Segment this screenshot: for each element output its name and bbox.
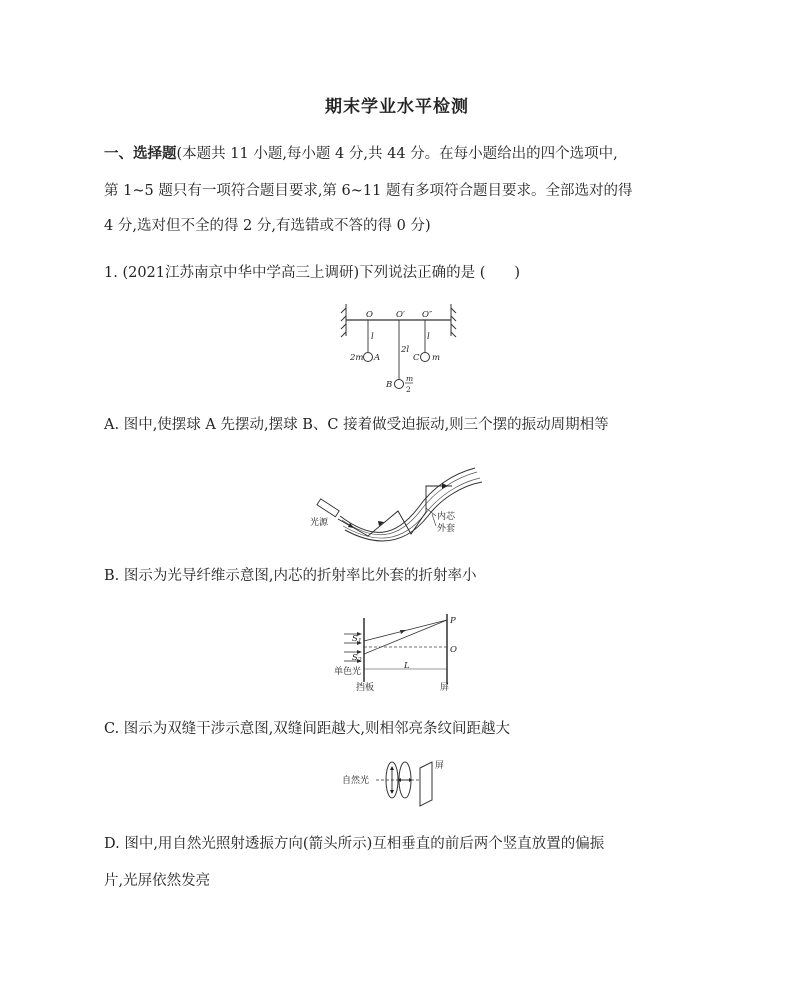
label-O1: O′ <box>396 310 405 320</box>
bob-a <box>364 353 373 362</box>
label-O2: O″ <box>422 310 433 320</box>
label-c: C <box>413 353 420 363</box>
label-l-right: l <box>427 332 430 342</box>
optical-fiber-figure <box>310 456 494 550</box>
label-l: L <box>404 661 410 671</box>
label-mass-a: 2m <box>350 353 364 363</box>
label-o: O <box>450 645 457 655</box>
label-a: A <box>374 353 381 363</box>
option-b: B. 图示为光导纤维示意图,内芯的折射率比外套的折射率小 <box>104 568 477 584</box>
fiber-cladding <box>340 468 482 541</box>
section-rules-text: (本题共 11 小题,每小题 4 分,共 44 分。在每小题给出的四个选项中, <box>176 146 618 162</box>
light-source-icon <box>317 499 339 517</box>
label-cladding: 外套 <box>437 524 456 534</box>
label-b: B <box>386 380 393 390</box>
label-natural-light: 自然光 <box>342 776 370 786</box>
bob-c <box>421 353 430 362</box>
polarizer-figure <box>342 756 452 812</box>
pendulum-figure <box>336 300 466 400</box>
label-screen-d: 屏 <box>435 761 445 771</box>
fiber-core <box>342 472 480 538</box>
label-mass-b-num: m <box>406 374 414 383</box>
label-O: O <box>366 310 373 320</box>
ray-s1 <box>364 620 447 641</box>
option-d-line1: D. 图中,用自然光照射透振方向(箭头所示)互相垂直的前后两个竖直放置的偏振 <box>104 836 605 852</box>
bob-b <box>395 380 404 389</box>
label-barrier: 挡板 <box>356 683 375 693</box>
label-s2: $S_2$ <box>352 653 362 664</box>
label-monochromatic-light: 单色光 <box>334 667 362 677</box>
label-p: P <box>450 616 456 626</box>
label-mass-c: m <box>432 353 441 363</box>
label-screen: 屏 <box>440 683 450 693</box>
section-instructions-line1 <box>104 144 618 164</box>
label-mass-b-den: 2 <box>406 385 411 394</box>
option-c: C. 图示为双缝干涉示意图,双缝间距越大,则相邻亮条纹间距越大 <box>104 721 511 737</box>
page-title: 期末学业水平检测 <box>325 97 469 117</box>
question-stem: 1. (2021江苏南京中华中学高三上调研)下列说法正确的是 ( ) <box>104 265 521 281</box>
section-instructions-line2: 第 1~5 题只有一项符合题目要求,第 6~11 题有多项符合题目要求。全部选对的得 <box>104 183 633 199</box>
arrow-down-head-icon <box>390 790 394 794</box>
label-2l: 2l <box>401 345 410 355</box>
arrow-up-head-icon <box>390 766 394 770</box>
option-d-line2: 片,光屏依然发亮 <box>104 873 211 889</box>
ray-arrow-icon <box>400 630 406 634</box>
ray-arrow-icons <box>348 483 448 528</box>
section-heading: 一、选择题 <box>104 146 177 162</box>
option-a: A. 图中,使摆球 A 先摆动,摆球 B、C 接着做受迫振动,则三个摆的振动周期相等 <box>104 417 609 433</box>
light-screen <box>420 762 432 806</box>
section-instructions-line3: 4 分,选对但不全的得 2 分,有选错或不答的得 0 分) <box>104 218 431 234</box>
label-s1: $S_1$ <box>352 634 362 645</box>
ray-s2 <box>364 620 447 654</box>
label-l-left: l <box>371 332 374 342</box>
label-core: 内芯 <box>437 512 456 522</box>
label-light-source: 光源 <box>310 518 329 528</box>
core-leader-line <box>426 508 436 516</box>
double-slit-figure <box>334 610 470 694</box>
